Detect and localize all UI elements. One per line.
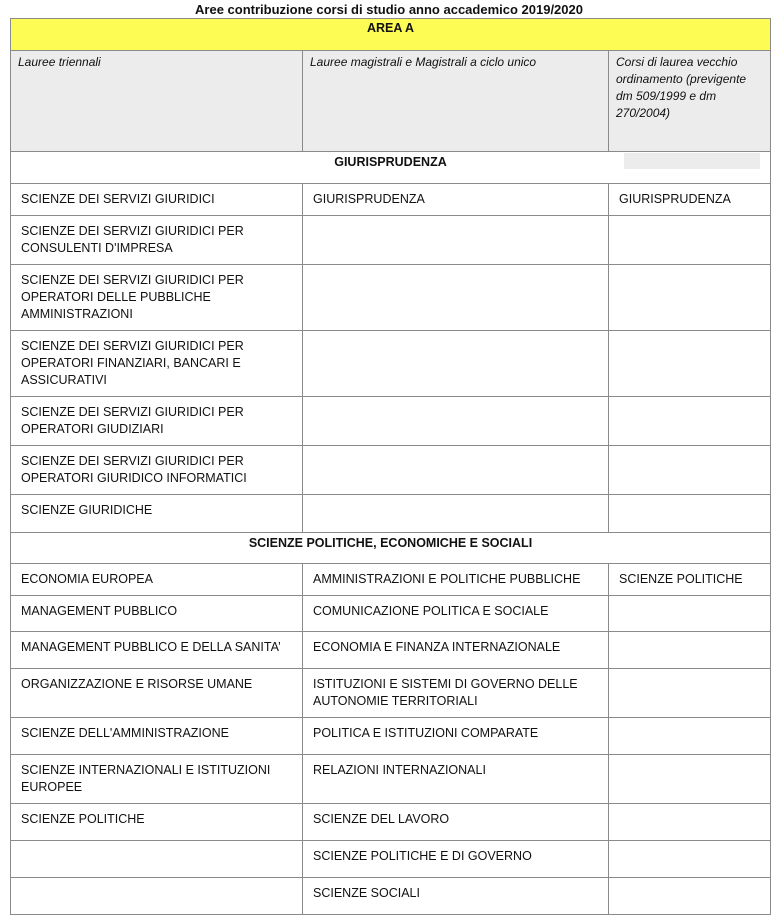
table-cell	[609, 596, 771, 632]
table-cell: RELAZIONI INTERNAZIONALI	[303, 755, 609, 804]
table-cell	[609, 878, 771, 915]
table-cell	[609, 446, 771, 495]
table-cell: MANAGEMENT PUBBLICO E DELLA SANITA’	[11, 632, 303, 669]
table-cell	[303, 397, 609, 446]
table-cell	[609, 669, 771, 718]
table-cell: SCIENZE SOCIALI	[303, 878, 609, 915]
section-title: GIURISPRUDENZA	[334, 155, 447, 169]
table-cell: SCIENZE DEI SERVIZI GIURIDICI PER CONSULENTI D'IMPRESA	[11, 216, 303, 265]
table-cell	[609, 265, 771, 331]
table-cell: COMUNICAZIONE POLITICA E SOCIALE	[303, 596, 609, 632]
table-row	[11, 495, 771, 533]
table-cell	[11, 841, 303, 878]
table-cell: ECONOMIA E FINANZA INTERNAZIONALE	[303, 632, 609, 669]
table-row	[11, 718, 771, 755]
table-cell	[609, 841, 771, 878]
table-cell: SCIENZE DEI SERVIZI GIURIDICI PER OPERATORI GIUDIZIARI	[11, 397, 303, 446]
table-row	[11, 841, 771, 878]
section-row	[11, 533, 771, 564]
table-cell	[303, 216, 609, 265]
document-title: Aree contribuzione corsi di studio anno accademico 2019/2020	[195, 2, 583, 17]
column-header-row	[11, 51, 771, 152]
table-row	[11, 755, 771, 804]
table-row	[11, 804, 771, 841]
table-row	[11, 216, 771, 265]
column-header-magistrali: Lauree magistrali e Magistrali a ciclo unico	[303, 51, 609, 152]
table-cell: SCIENZE DEI SERVIZI GIURIDICI PER OPERATORI DELLE PUBBLICHE AMMINISTRAZIONI	[11, 265, 303, 331]
column-header-triennali: Lauree triennali	[11, 51, 303, 152]
table-cell	[303, 495, 609, 533]
table-row	[11, 184, 771, 216]
area-header-row	[11, 19, 771, 51]
table-cell: SCIENZE DEI SERVIZI GIURIDICI PER OPERATORI FINANZIARI, BANCARI E ASSICURATIVI	[11, 331, 303, 397]
table-cell: POLITICA E ISTITUZIONI COMPARATE	[303, 718, 609, 755]
table-cell	[609, 216, 771, 265]
table-cell	[303, 446, 609, 495]
section-title: SCIENZE POLITICHE, ECONOMICHE E SOCIALI	[11, 533, 771, 564]
area-label: AREA A	[11, 19, 771, 51]
table-row	[11, 632, 771, 669]
table-row	[11, 265, 771, 331]
table-cell: SCIENZE DELL'AMMINISTRAZIONE	[11, 718, 303, 755]
table-cell	[609, 718, 771, 755]
table-cell: SCIENZE POLITICHE	[11, 804, 303, 841]
table-cell: SCIENZE INTERNAZIONALI E ISTITUZIONI EUROPEE	[11, 755, 303, 804]
table-cell	[609, 755, 771, 804]
table-cell	[609, 397, 771, 446]
shaded-cell	[624, 153, 760, 169]
table-cell: MANAGEMENT PUBBLICO	[11, 596, 303, 632]
table-cell: SCIENZE DEL LAVORO	[303, 804, 609, 841]
table-row	[11, 878, 771, 915]
table-cell	[303, 331, 609, 397]
table-cell	[609, 495, 771, 533]
table-row	[11, 446, 771, 495]
table-cell	[609, 632, 771, 669]
table-cell: SCIENZE DEI SERVIZI GIURIDICI PER OPERATORI GIURIDICO INFORMATICI	[11, 446, 303, 495]
table-cell: ORGANIZZAZIONE E RISORSE UMANE	[11, 669, 303, 718]
table-cell: GIURISPRUDENZA	[303, 184, 609, 216]
column-header-vecchio-ordinamento: Corsi di laurea vecchio ordinamento (previgente dm 509/1999 e dm 270/2004)	[609, 51, 771, 152]
table-cell: ECONOMIA EUROPEA	[11, 564, 303, 596]
table-cell	[11, 878, 303, 915]
table-cell	[303, 265, 609, 331]
table-row	[11, 564, 771, 596]
contribution-areas-table	[10, 18, 770, 915]
table-cell	[609, 804, 771, 841]
table-cell: SCIENZE DEI SERVIZI GIURIDICI	[11, 184, 303, 216]
table-cell: SCIENZE POLITICHE	[609, 564, 771, 596]
table-row	[11, 331, 771, 397]
table-cell: AMMINISTRAZIONI E POLITICHE PUBBLICHE	[303, 564, 609, 596]
table-cell: SCIENZE GIURIDICHE	[11, 495, 303, 533]
section-row	[11, 152, 771, 184]
table-cell: GIURISPRUDENZA	[609, 184, 771, 216]
table-row	[11, 596, 771, 632]
table-row	[11, 669, 771, 718]
table-cell	[609, 331, 771, 397]
table-cell: SCIENZE POLITICHE E DI GOVERNO	[303, 841, 609, 878]
table-row	[11, 397, 771, 446]
table-cell: ISTITUZIONI E SISTEMI DI GOVERNO DELLE AUTONOMIE TERRITORIALI	[303, 669, 609, 718]
